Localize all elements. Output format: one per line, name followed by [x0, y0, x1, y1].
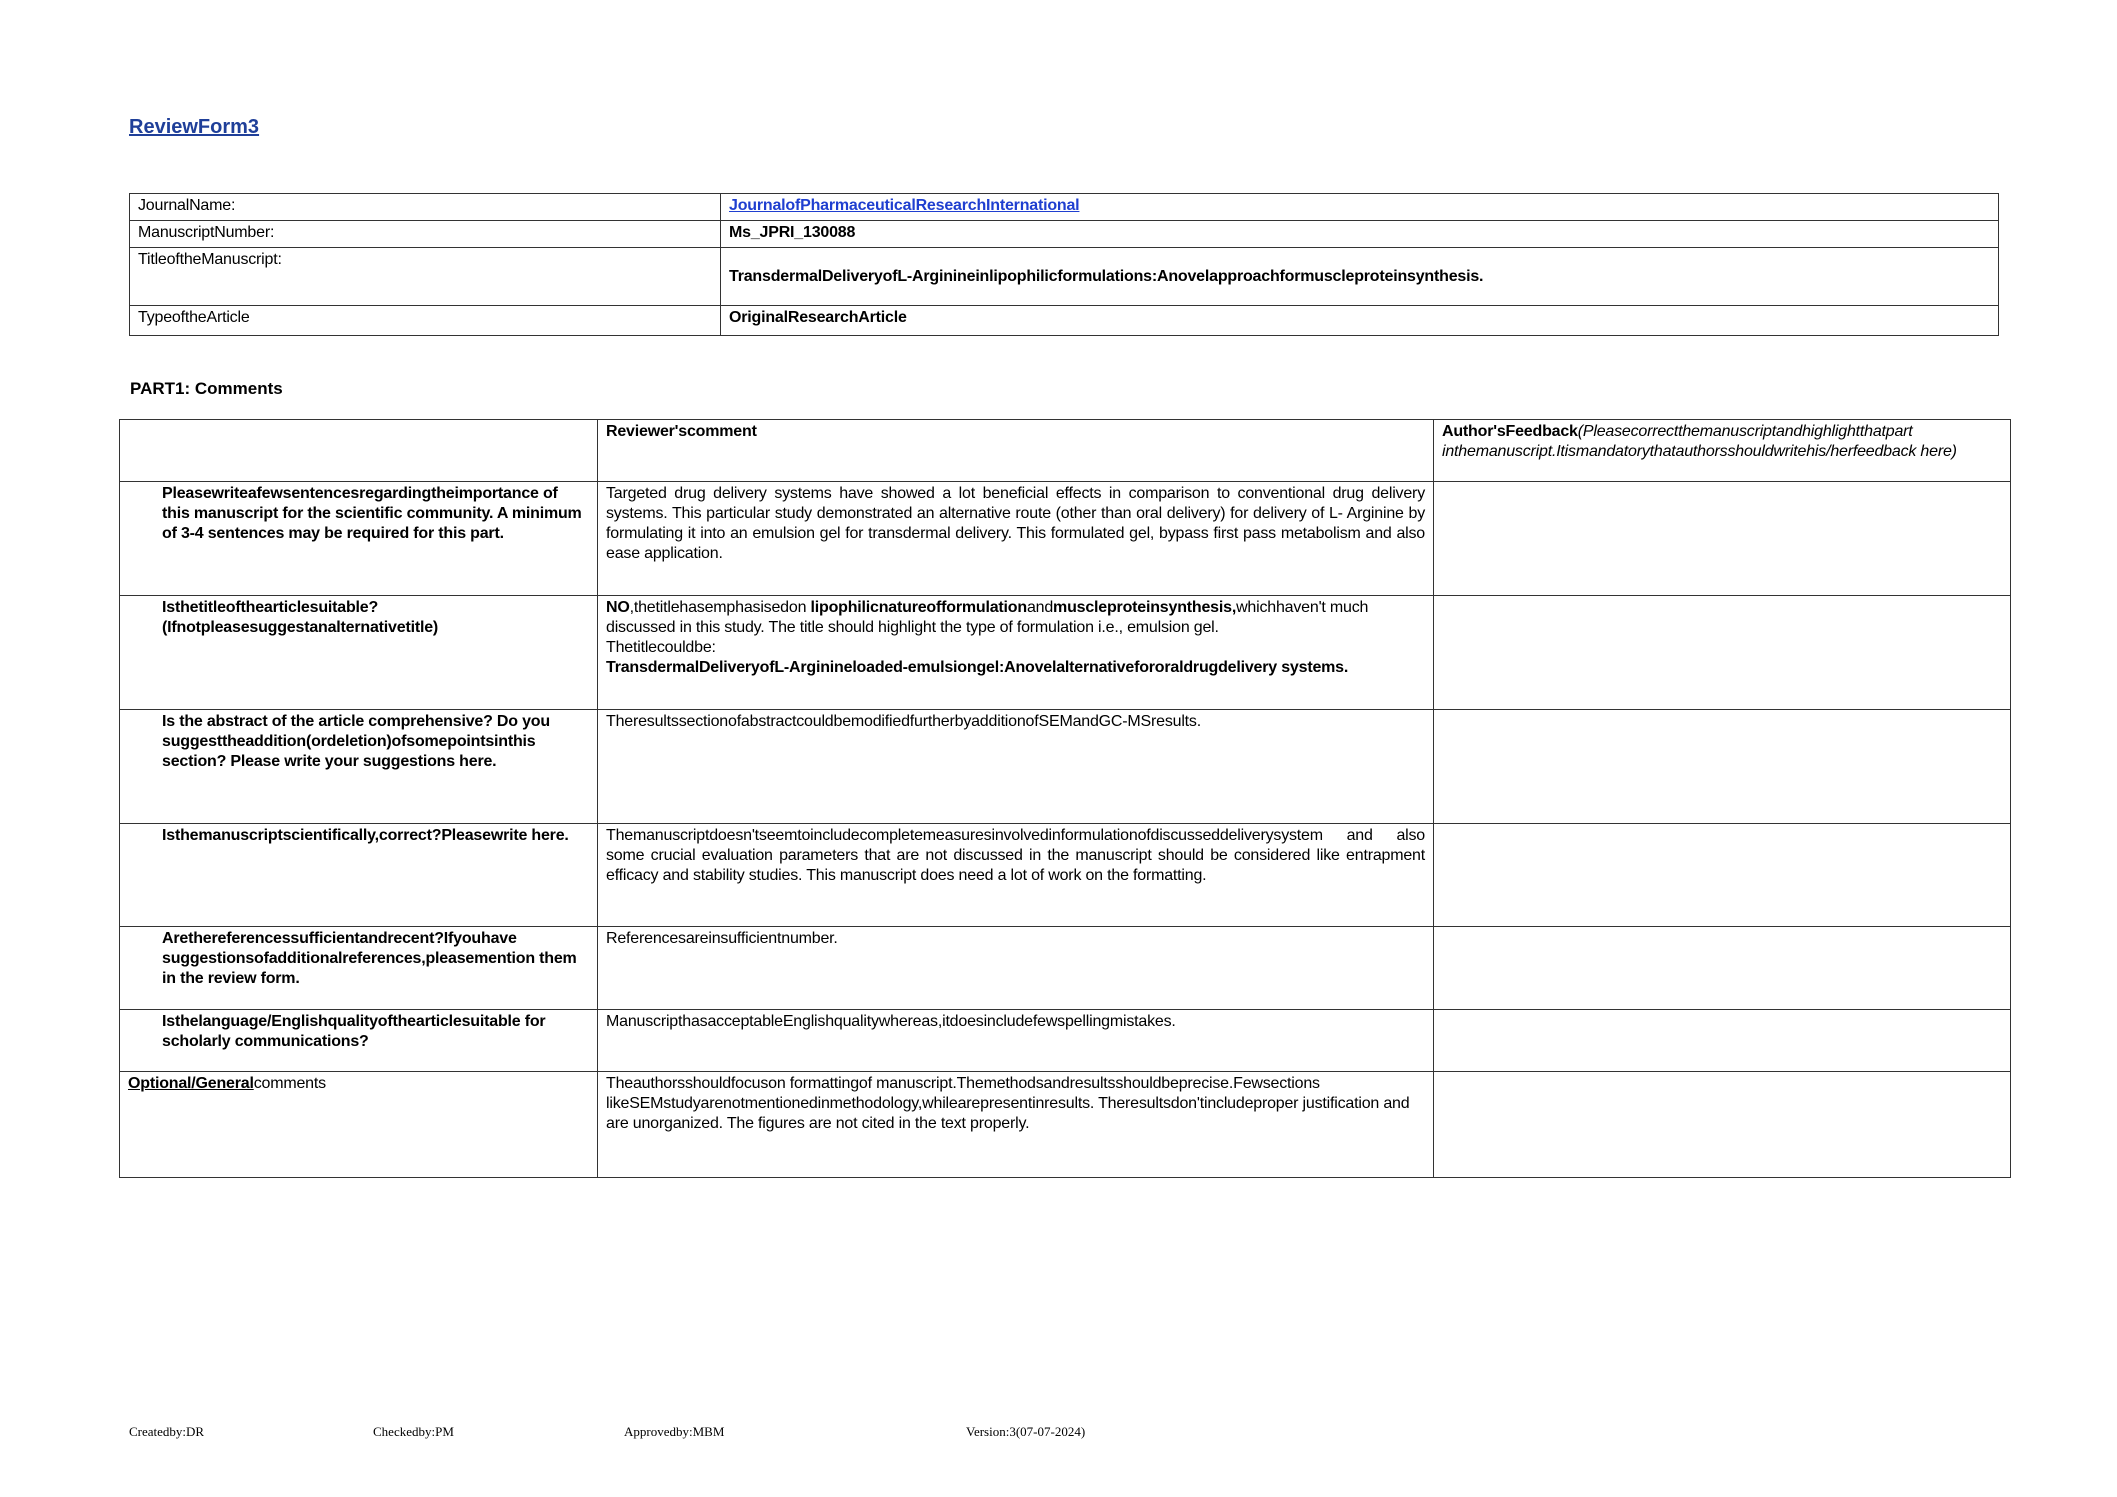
- table-row: [120, 927, 2011, 1010]
- question: Is the abstract of the article comprehensive? Do you suggesttheaddition(ordeletion)ofsomepointsinthis section? Please write your suggestions here.: [120, 710, 598, 824]
- optional-comments-row: [120, 1072, 2011, 1178]
- question: Arethereferencessufficientandrecent?Ifyouhave suggestionsofadditionalreferences,pleasemention them in the review form.: [120, 927, 598, 1010]
- manuscript-number-label: ManuscriptNumber:: [130, 221, 721, 248]
- reviewer-comment: Referencesareinsufficientnumber.: [598, 927, 1434, 1010]
- footer-approved-by: Approvedby:MBM: [624, 1424, 725, 1439]
- manuscript-title-row: [130, 248, 1999, 306]
- comments-table: [119, 419, 2011, 1178]
- question: Isthetitleofthearticlesuitable? (Ifnotpleasesuggestanalternativetitle): [120, 596, 598, 710]
- journal-label: JournalName:: [130, 194, 721, 221]
- table-row: [120, 482, 2011, 596]
- reviewer-comment: Themanuscriptdoesn'tseemtoincludecompletemeasuresinvolvedinformulationofdiscusseddeliverysystem and also some crucial evaluation parameters that are not discussed in the manuscript should be considered like entrapment efficacy and stability studies. This manuscript does need a lot of work on the formatting.: [598, 824, 1434, 927]
- journal-link[interactable]: JournalofPharmaceuticalResearchInternational: [729, 197, 1080, 214]
- journal-row: [130, 194, 1999, 221]
- reviewer-comment: Targeted drug delivery systems have showed a lot beneficial effects in comparison to conventional drug delivery systems. This particular study demonstrated an alternative route (other than oral delivery) for delivery of L- Arginine by formulating it into an emulsion gel for transdermal delivery. This formulated gel, bypass first pass metabolism and also ease application.: [598, 482, 1434, 596]
- manuscript-title-label: TitleoftheManuscript:: [130, 248, 721, 306]
- manuscript-number-value: Ms_JPRI_130088: [721, 221, 1999, 248]
- header-row: [120, 420, 2011, 482]
- author-feedback-cell[interactable]: [1434, 482, 2011, 596]
- author-feedback-cell[interactable]: [1434, 1010, 2011, 1072]
- suggested-title: TransdermalDeliveryofL-Arginineloaded-emulsiongel:Anovelalternativefororaldrugdelivery systems.: [606, 659, 1349, 676]
- optional-comments-label: Optional/Generalcomments: [120, 1072, 598, 1178]
- author-feedback-cell[interactable]: [1434, 824, 2011, 927]
- question: Pleasewriteafewsentencesregardingtheimportance of this manuscript for the scientific community. A minimum of 3-4 sentences may be required for this part.: [120, 482, 598, 596]
- question: Isthelanguage/Englishqualityofthearticlesuitable for scholarly communications?: [120, 1010, 598, 1072]
- manuscript-info-table: [129, 193, 1999, 336]
- reviewer-comment: TheresultssectionofabstractcouldbemodifiedfurtherbyadditionofSEMandGC-MSresults.: [598, 710, 1434, 824]
- article-type-row: [130, 306, 1999, 336]
- form-title[interactable]: ReviewForm3: [129, 116, 260, 138]
- article-type-value: OriginalResearchArticle: [721, 306, 1999, 336]
- table-row: [120, 596, 2011, 710]
- author-feedback-cell[interactable]: [1434, 1072, 2011, 1178]
- part-title: PART1: Comments: [130, 379, 283, 398]
- table-row: [120, 1010, 2011, 1072]
- manuscript-number-row: [130, 221, 1999, 248]
- manuscript-title-value: TransdermalDeliveryofL-Arginineinlipophilicformulations:Anovelapproachformuscleproteinsynthesis.: [721, 248, 1999, 306]
- footer-created-by: Createdby:DR: [129, 1424, 205, 1439]
- footer-version: Version:3(07-07-2024): [966, 1424, 1086, 1439]
- question: Isthemanuscriptscientifically,correct?Pleasewrite here.: [120, 824, 598, 927]
- author-feedback-cell[interactable]: [1434, 710, 2011, 824]
- footer-checked-by: Checkedby:PM: [373, 1424, 454, 1439]
- reviewer-comment: ManuscripthasacceptableEnglishqualitywhereas,itdoesincludefewspellingmistakes.: [598, 1010, 1434, 1072]
- table-row: [120, 710, 2011, 824]
- reviewer-comment-header: Reviewer'scomment: [598, 420, 1434, 482]
- article-type-label: TypeoftheArticle: [130, 306, 721, 336]
- optional-comment: Theauthorsshouldfocuson formattingof manuscript.Themethodsandresultsshouldbeprecise.Fewsections likeSEMstudyarenotmentionedinmethodology,whilearepresentinresults. Theresultsdon'tincludeproper justification and are unorganized. The figures are not cited in the text properly.: [598, 1072, 1434, 1178]
- reviewer-comment: NO,thetitlehasemphasisedon lipophilicnatureofformulationandmuscleproteinsynthesis,whichhaven't much discussed in this study. The title should highlight the type of formulation i.e., emulsion gel. Thetitlecouldbe: TransdermalDeliveryofL-Arginineloaded-emulsiongel:Anovelalternativefororaldrugdelivery systems.: [598, 596, 1434, 710]
- author-feedback-header: Author'sFeedback(Pleasecorrectthemanuscriptandhighlightthatpart inthemanuscript.Itismandatorythatauthorsshouldwritehis/herfeedback here): [1434, 420, 2011, 482]
- author-feedback-cell[interactable]: [1434, 927, 2011, 1010]
- table-row: [120, 824, 2011, 927]
- author-feedback-cell[interactable]: [1434, 596, 2011, 710]
